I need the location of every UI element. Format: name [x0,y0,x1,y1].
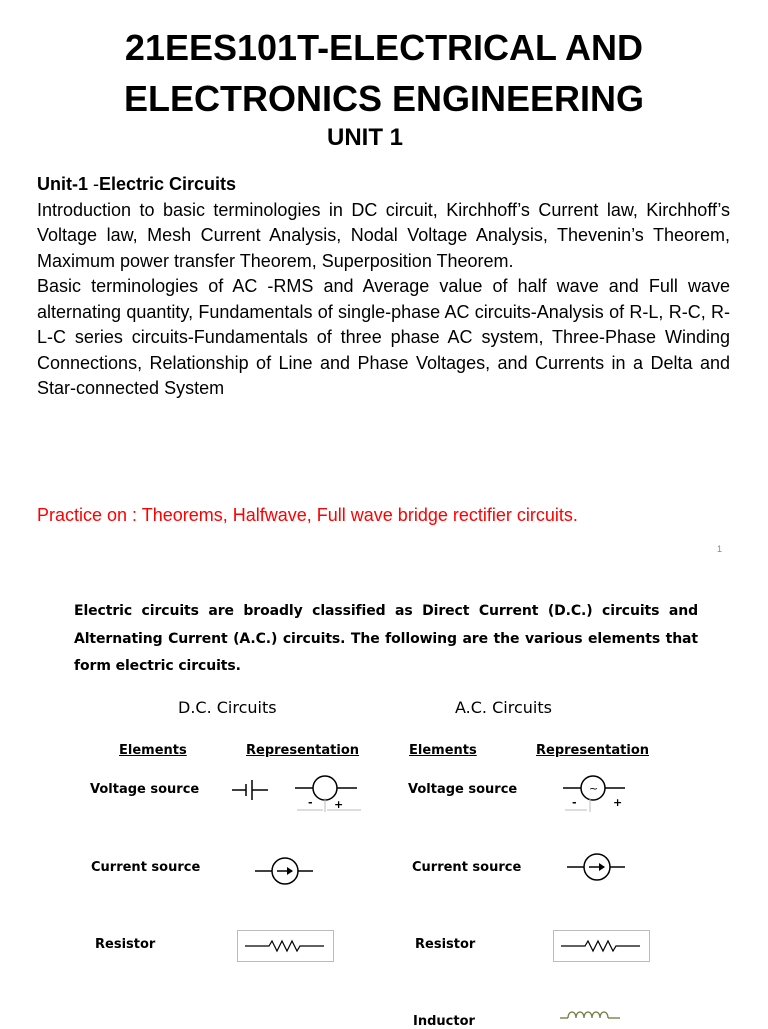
ac-current-source-icon [567,851,627,883]
inductor-icon [560,1008,624,1024]
unit-label: UNIT 1 [326,124,403,151]
syllabus-heading [37,172,730,198]
ac-representation-header: Representation [536,743,650,758]
ac-circuits-title: A.C. Circuits [455,698,552,717]
title-line-1: 21EES101T-ELECTRICAL AND [124,27,644,68]
intro-paragraph: Electric circuits are broadly classified as Direct Current (D.C.) circuits and Alternating Current (A.C.) circuits. The following are the various elements that form electric circuits. [74,603,698,674]
ac-voltage-source-label: Voltage source [408,782,518,797]
ac-current-source-label: Current source [412,860,522,875]
ac-resistor-label: Resistor [415,937,476,952]
ac-inductor-label: Inductor [413,1014,475,1029]
dc-current-source-icon [255,855,315,887]
dc-representation-header: Representation [246,743,360,758]
title-line-2: ELECTRONICS ENGINEERING [123,78,645,119]
dc-circuits-title: D.C. Circuits [178,698,277,717]
dc-minus-sign: - [308,796,313,809]
ac-plus-sign: + [613,796,623,809]
heading-unit: Unit-1 [37,174,88,194]
syllabus-body [37,172,730,402]
ac-elements-header: Elements [409,743,477,758]
ac-voltage-source-icon [563,772,633,814]
ac-minus-sign: - [572,796,577,809]
heading-topic: Electric Circuits [99,174,237,194]
heading-dash: - [88,174,99,194]
syllabus-paragraph-ac: Basic terminologies of AC -RMS and Average value of half wave and Full wave alternating quantity, Fundamentals of single-phase AC circuits-Analysis of R-L, R-C, R-L-C series circuits-Fundamentals of three phase AC system, Three-Phase Winding Connections, Relationship of Line and Phase Voltages, and Currents in a Delta and Star-connected System [37,276,730,398]
syllabus-paragraph-dc: Introduction to basic terminologies in DC circuit, Kirchhoff’s Current law, Kirchhoff’s Voltage law, Mesh Current Analysis, Nodal Voltage Analysis, Thevenin’s Theorem, Maximum power transfer Theorem, Superposition Theorem. [37,199,730,271]
ac-tilde-sign: ~ [589,782,599,795]
dc-voltage-source-icon [295,772,365,814]
page-number: 1 [716,544,722,554]
dc-plus-sign: + [334,798,344,811]
dc-voltage-source-label: Voltage source [90,782,200,797]
dc-resistor-label: Resistor [95,937,156,952]
slide-2 [0,570,768,1029]
ac-resistor-icon [553,930,650,962]
battery-icon [228,778,272,802]
dc-elements-header: Elements [119,743,187,758]
practice-note: Practice on : Theorems, Halfwave, Full wave bridge rectifier circuits. [37,505,578,525]
dc-current-source-label: Current source [91,860,201,875]
dc-resistor-icon [237,930,334,962]
